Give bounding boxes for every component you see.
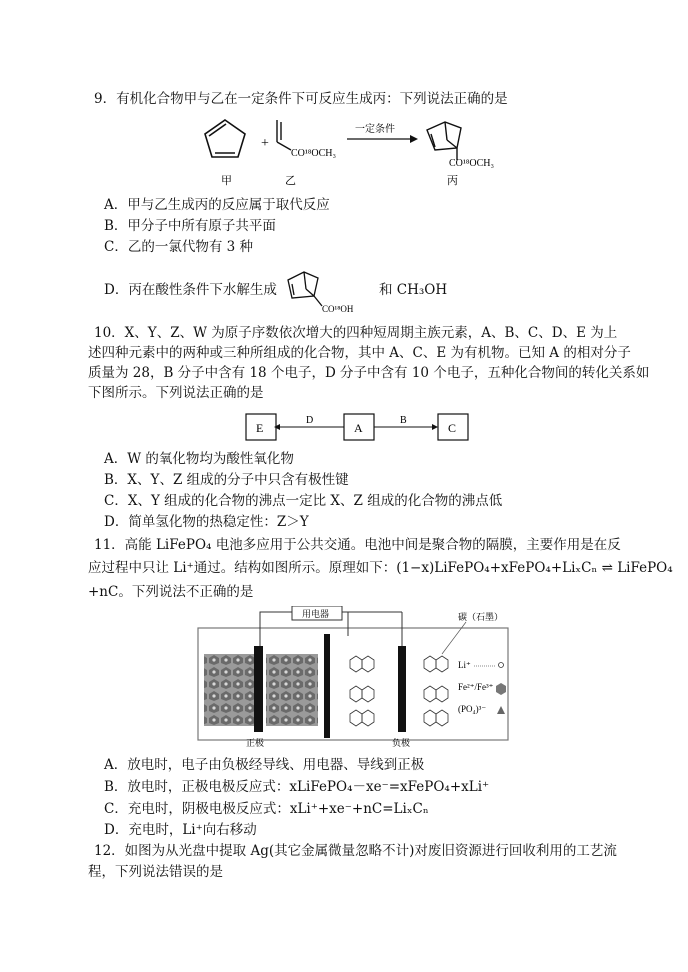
battery-structure-diagram <box>196 606 526 748</box>
positive-electrode <box>254 646 263 732</box>
q11-option-b: B．放电时，正极电极反应式：xLiFePO₄－xe⁻=xFePO₄+xLi⁺ <box>104 779 490 795</box>
q11-line-3: +nC。下列说法不正确的是 <box>88 584 254 600</box>
q11-option-a: A．放电时，电子由负极经导线、用电器、导线到正极 <box>104 757 425 773</box>
q10-line-3: 质量为 28，B 分子中含有 18 个电子，D 分子中含有 10 个电子，五种化合物间的转化关系如 <box>88 365 650 381</box>
product-ester-label: CO¹⁸OCH₃ <box>449 158 494 169</box>
negative-label: 负极 <box>392 738 411 748</box>
q9-option-a: A．甲与乙生成丙的反应属于取代反应 <box>104 197 330 213</box>
q9-option-b: B．甲分子中所有原子共平面 <box>104 218 276 234</box>
q11-option-d: D．充电时，Li⁺向右移动 <box>104 822 257 838</box>
arrow-b-label: B <box>400 415 407 426</box>
q10-line-4: 下图所示。下列说法正确的是 <box>88 385 264 401</box>
norbornene-structure <box>427 122 461 160</box>
svg-text:C: C <box>448 421 457 435</box>
separator-membrane <box>324 634 330 738</box>
q10-option-d: D．简单氢化物的热稳定性：Z＞Y <box>104 514 309 530</box>
label-yi: 乙 <box>285 175 296 187</box>
svg-text:Li⁺: Li⁺ <box>458 660 471 670</box>
label-jia: 甲 <box>221 175 232 187</box>
q9-stem: 9．有机化合物甲与乙在一定条件下可反应生成丙：下列说法正确的是 <box>94 91 508 107</box>
svg-text:A: A <box>354 421 363 435</box>
arrow-d-label: D <box>306 415 314 426</box>
q11-line-2: 应过程中只让 Li⁺通过。结构如图所示。原理如下：(1−x)LiFePO₄+xFePO₄+LiₓCₙ ⇌ LiFePO₄ <box>88 560 673 576</box>
carbon-label: 碳（石墨） <box>458 612 504 622</box>
negative-electrode <box>398 646 406 732</box>
q9-option-d-structure <box>280 262 375 320</box>
reagent-ester-label: CO¹⁸OCH₃ <box>291 148 336 159</box>
q11-option-c: C．充电时，阴极电极反应式：xLi⁺+xe⁻+nC=LiₓCₙ <box>104 801 429 817</box>
label-bing: 丙 <box>447 175 458 187</box>
q10-transformation-diagram <box>240 410 480 444</box>
q9-option-d: D．丙在酸性条件下水解生成 <box>104 282 277 298</box>
option-d-acid-label: CO¹⁸OH <box>322 304 354 314</box>
q11-line-1: 11．高能 LiFePO₄ 电池多应用于公共交通。电池中间是聚合物的隔膜，主要作用是在反 <box>94 537 621 553</box>
q10-option-a: A．W 的氧化物均为酸性氧化物 <box>104 451 294 467</box>
plus-sign: + <box>261 136 269 151</box>
q9-option-c: C．乙的一氯代物有 3 种 <box>104 239 254 255</box>
q10-option-b: B．X、Y、Z 组成的分子中只含有极性键 <box>104 472 349 488</box>
q9-reaction-scheme <box>195 112 525 190</box>
q10-option-c: C．X、Y 组成的化合物的沸点一定比 X、Z 组成的化合物的沸点低 <box>104 493 503 509</box>
positive-label: 正极 <box>246 738 265 748</box>
acrylate-structure <box>277 120 291 150</box>
svg-text:(PO₄)³⁻: (PO₄)³⁻ <box>458 704 487 714</box>
reaction-condition: 一定条件 <box>355 124 395 135</box>
svg-text:Fe²⁺/Fe³⁺: Fe²⁺/Fe³⁺ <box>458 682 494 692</box>
q10-line-2: 述四种元素中的两种或三种所组成的化合物，其中 A、C、E 为有机物。已知 A 的相对分子 <box>88 345 631 361</box>
cyclopentadiene-structure <box>205 120 245 157</box>
q9-option-d-tail: 和 CH₃OH <box>379 282 448 298</box>
q12-line-1: 12．如图为从光盘中提取 Ag(其它金属微量忽略不计)对废旧资源进行回收利用的工艺流 <box>94 843 617 859</box>
cathode-material <box>204 654 256 726</box>
svg-text:E: E <box>256 421 264 435</box>
q12-line-2: 程，下列说法错误的是 <box>88 864 223 880</box>
q10-line-1: 10．X、Y、Z、W 为原子序数依次增大的四种短周期主族元素，A、B、C、D、E 为上 <box>94 325 618 341</box>
svg-text:用电器: 用电器 <box>302 609 330 619</box>
